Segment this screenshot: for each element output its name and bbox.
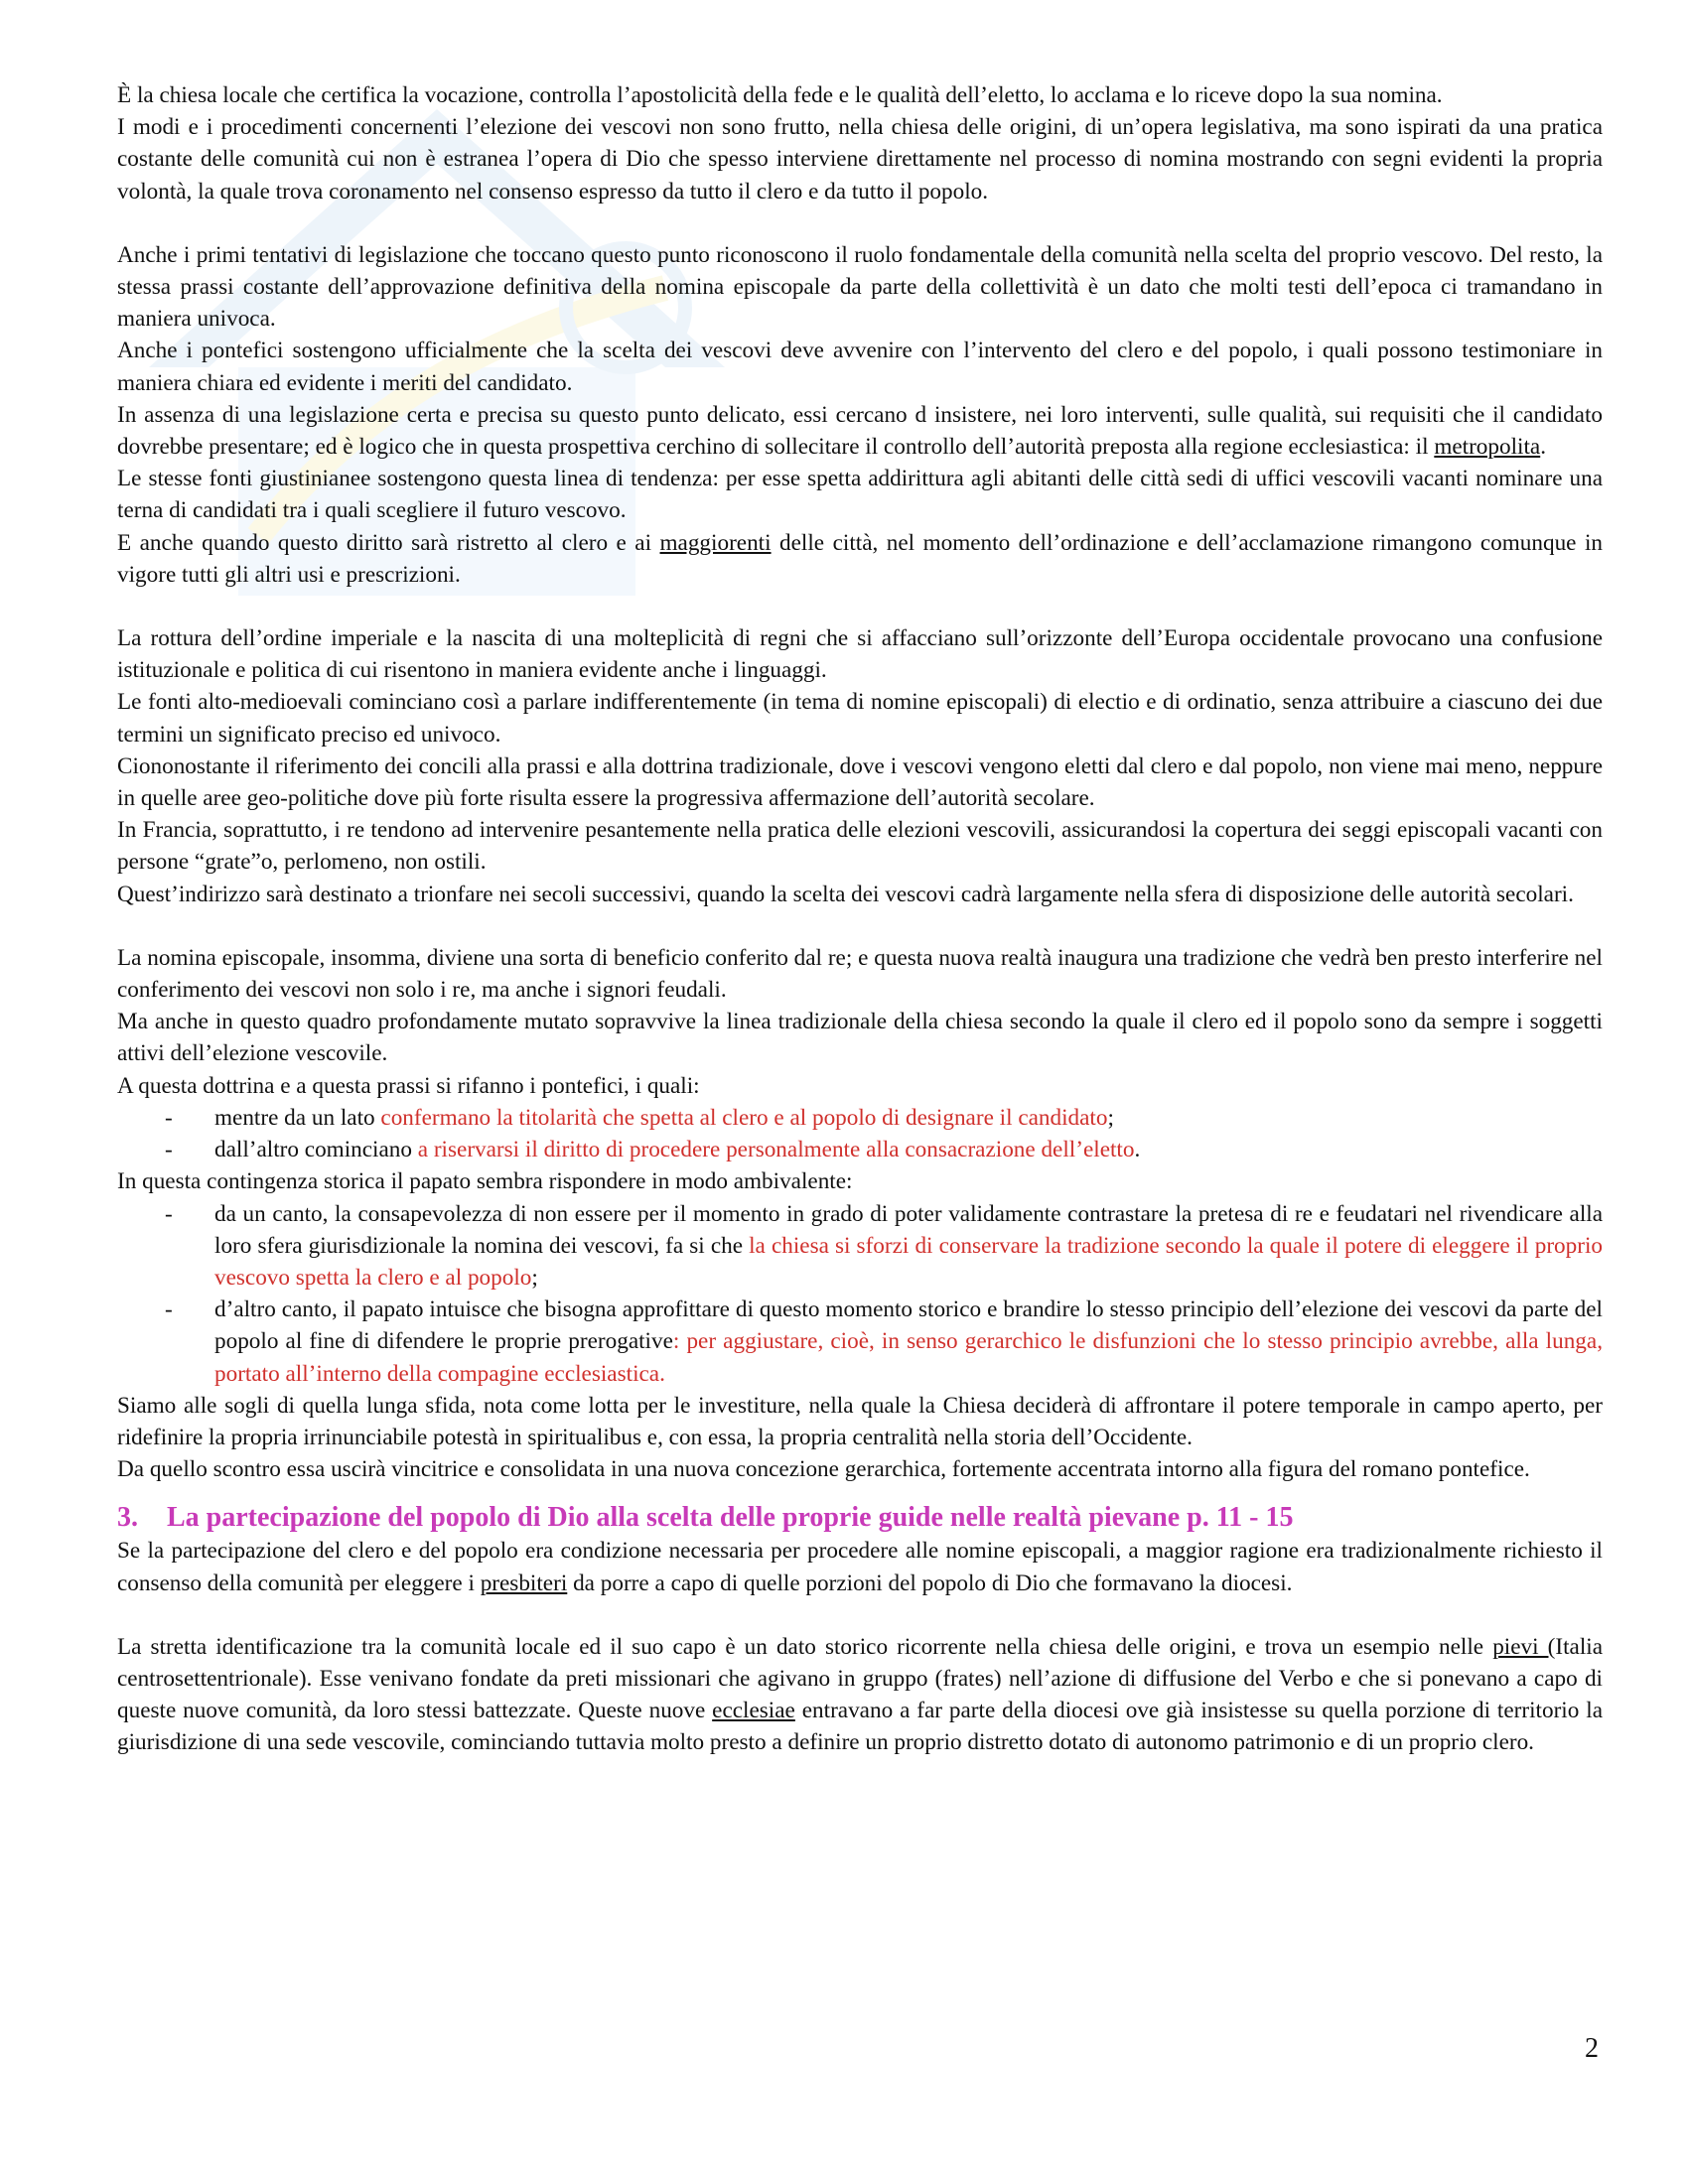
paragraph: La rottura dell’ordine imperiale e la nascita di una molteplicità di regni che si affacciano sull’orizzonte dell’Europa occidentale provocano una confusione istituzionale e politica di cui risentono in maniera evidente anche i linguaggi.	[117, 625, 1603, 684]
list-item: - dall’altro cominciano a riservarsi il diritto di procedere personalmente alla consacrazione dell’eletto.	[165, 1137, 1141, 1163]
paragraph: La nomina episcopale, insomma, diviene una sorta di beneficio conferito dal re; e questa nuova realtà inaugura una tradizione che vedrà ben presto interferire nel conferimento dei vescovi non solo i re, ma anche i signori feudali.	[117, 944, 1603, 1004]
paragraph: In Francia, soprattutto, i re tendono ad intervenire pesantemente nella pratica delle elezioni vescovili, assicurandosi la copertura dei seggi episcopali vacanti con persone “grate”o, perlomeno, non ostili.	[117, 817, 1603, 876]
dash-list	[117, 1198, 1603, 1390]
paragraph: Le stesse fonti giustinianee sostengono questa linea di tendenza: per esse spetta addirittura agli abitanti delle città sedi di uffici vescovili vacanti nominare una terna di candidati tra i quali scegliere il futuro vescovo.	[117, 466, 1603, 524]
paragraph: Quest’indirizzo sarà destinato a trionfare nei secoli successivi, quando la scelta dei vescovi cadrà largamente nella sfera di disposizione delle autorità secolari.	[117, 881, 1574, 907]
underlined-term: pievi (	[1492, 1633, 1556, 1660]
paragraph: Anche i primi tentativi di legislazione che toccano questo punto riconoscono il ruolo fondamentale della comunità nella scelta del proprio vescovo. Del resto, la stessa prassi costante dell’approvazione definitiva della nomina episcopale da parte della collettività è un dato che molti testi dell’epoca ci tramandano in maniera univoca.	[117, 241, 1603, 333]
page-number: 2	[1585, 2033, 1599, 2064]
highlighted-text: la chiesa si sforzi di conservare la tradizione secondo la quale il potere di eleggere il proprio vescovo spetta la clero e al popolo	[214, 1232, 1603, 1291]
paragraph: Ma anche in questo quadro profondamente mutato sopravvive la linea tradizionale della chiesa secondo la quale il clero ed il popolo sono da sempre i soggetti attivi dell’elezione vescovile.	[117, 1009, 1603, 1067]
section-heading: 3. La partecipazione del popolo di Dio alla scelta delle proprie guide nelle realtà pievane p. 11 - 15	[117, 1502, 1294, 1534]
highlighted-text: a riservarsi il diritto di procedere personalmente alla consacrazione dell’eletto	[417, 1137, 1135, 1163]
paragraph: Le fonti alto-medioevali cominciano così a parlare indifferentemente (in tema di nomine episcopali) di electio e di ordinatio, senza attribuire a ciascuno dei due termini un significato preciso ed univoco.	[117, 689, 1603, 748]
paragraph: Da quello scontro essa uscirà vincitrice e consolidata in una nuova concezione gerarchica, fortemente accentrata intorno alla figura del romano pontefice.	[117, 1456, 1530, 1483]
underlined-term: maggiorenti	[659, 529, 772, 556]
underlined-term: metropolita	[1434, 434, 1541, 461]
paragraph: Se la partecipazione del clero e del popolo era condizione necessaria per procedere alle nomine episcopali, a maggior ragione era tradizionalmente richiesto il consenso della comunità per eleggere i presbiteri da porre a capo di quelle porzioni del popolo di Dio che formavano la diocesi.	[117, 1538, 1603, 1596]
highlighted-text: : per aggiustare, cioè, in senso gerarchico le disfunzioni che lo stesso principio avrebbe, alla lunga, portato all’interno della compagine ecclesiastica.	[214, 1328, 1603, 1387]
paragraph: Ciononostante il riferimento dei concili alla prassi e alla dottrina tradizionale, dove i vescovi vengono eletti dal clero e dal popolo, non viene mai meno, neppure in quelle aree geo-politiche dove più forte risulta essere la progressiva affermazione dell’autorità secolare.	[117, 752, 1603, 812]
underlined-term: presbiteri	[480, 1570, 568, 1596]
list-item: - d’altro canto, il papato intuisce che bisogna approfittare di questo momento storico e brandire lo stesso principio dell’elezione dei vescovi da parte del popolo al fine di difendere le proprie prerogative: per aggiustare, cioè, in senso gerarchico le disfunzioni che lo stesso principio avrebbe, alla lunga, portato all’interno della compagine ecclesiastica.	[165, 1297, 1603, 1387]
paragraph: È la chiesa locale che certifica la vocazione, controlla l’apostolicità della fede e le qualità dell’eletto, lo acclama e lo riceve dopo la sua nomina.	[117, 82, 1443, 108]
paragraph: Anche i pontefici sostengono ufficialmente che la scelta dei vescovi deve avvenire con l’intervento del clero e del popolo, i quali possono testimoniare in maniera chiara ed evidente i meriti del candidato.	[117, 338, 1603, 396]
list-item: - mentre da un lato confermano la titolarità che spetta al clero e al popolo di designare il candidato;	[165, 1104, 1114, 1131]
paragraph: La stretta identificazione tra la comunità locale ed il suo capo è un dato storico ricorrente nella chiesa delle origini, e trova un esempio nelle pievi (Italia centrosettentrionale). Esse venivano fondate da preti missionari che agivano in gruppo (frates) nell’azione di diffusione del Verbo e che si ponevano a capo di queste nuove comunità, da loro stessi battezzate. Queste nuove ecclesiae entravano a far parte della diocesi ove già insistesse su quella porzione di territorio la giurisdizione di una sede vescovile, cominciando tuttavia molto presto a definire un proprio distretto dotato di autonomo patrimonio e di un proprio clero.	[117, 1633, 1603, 1756]
paragraph: E anche quando questo diritto sarà ristretto al clero e ai maggiorenti delle città, nel momento dell’ordinazione e dell’acclamazione rimangono comunque in vigore tutti gli altri usi e prescrizioni.	[117, 529, 1603, 588]
paragraph: In assenza di una legislazione certa e precisa su questo punto delicato, essi cercano d insistere, nei loro interventi, sulle qualità, sui requisiti che il candidato dovrebbe presentare; ed è logico che in questa prospettiva cerchino di sollecitare il controllo dell’autorità preposta alla regione ecclesiastica: il metropolita.	[117, 401, 1603, 461]
document-page	[117, 79, 1603, 1759]
paragraph: A questa dottrina e a questa prassi si rifanno i pontefici, i quali:	[117, 1072, 700, 1099]
dash-list	[117, 1102, 1603, 1165]
paragraph: In questa contingenza storica il papato sembra rispondere in modo ambivalente:	[117, 1168, 853, 1195]
list-item: - da un canto, la consapevolezza di non essere per il momento in grado di poter validamente contrastare la pretesa di re e feudatari nel rivendicare alla loro sfera giurisdizionale la nomina dei vescovi, fa si che la chiesa si sforzi di conservare la tradizione secondo la quale il potere di eleggere il proprio vescovo spetta la clero e al popolo;	[165, 1200, 1603, 1291]
paragraph: Siamo alle sogli di quella lunga sfida, nota come lotta per le investiture, nella quale la Chiesa deciderà di affrontare il potere temporale in campo aperto, per ridefinire la propria irrinunciabile potestà in spiritualibus e, con essa, la propria centralità nella storia dell’Occidente.	[117, 1392, 1603, 1450]
paragraph: I modi e i procedimenti concernenti l’elezione dei vescovi non sono frutto, nella chiesa delle origini, di un’opera legislativa, ma sono ispirati da una pratica costante delle comunità cui non è estranea l’opera di Dio che spesso interviene direttamente nel processo di nomina mostrando con segni evidenti la propria volontà, la quale trova coronamento nel consenso espresso da tutto il clero e da tutto il popolo.	[117, 114, 1603, 205]
underlined-term: ecclesiae	[712, 1698, 795, 1724]
highlighted-text: confermano la titolarità che spetta al clero e al popolo di designare il candidato	[380, 1104, 1108, 1131]
